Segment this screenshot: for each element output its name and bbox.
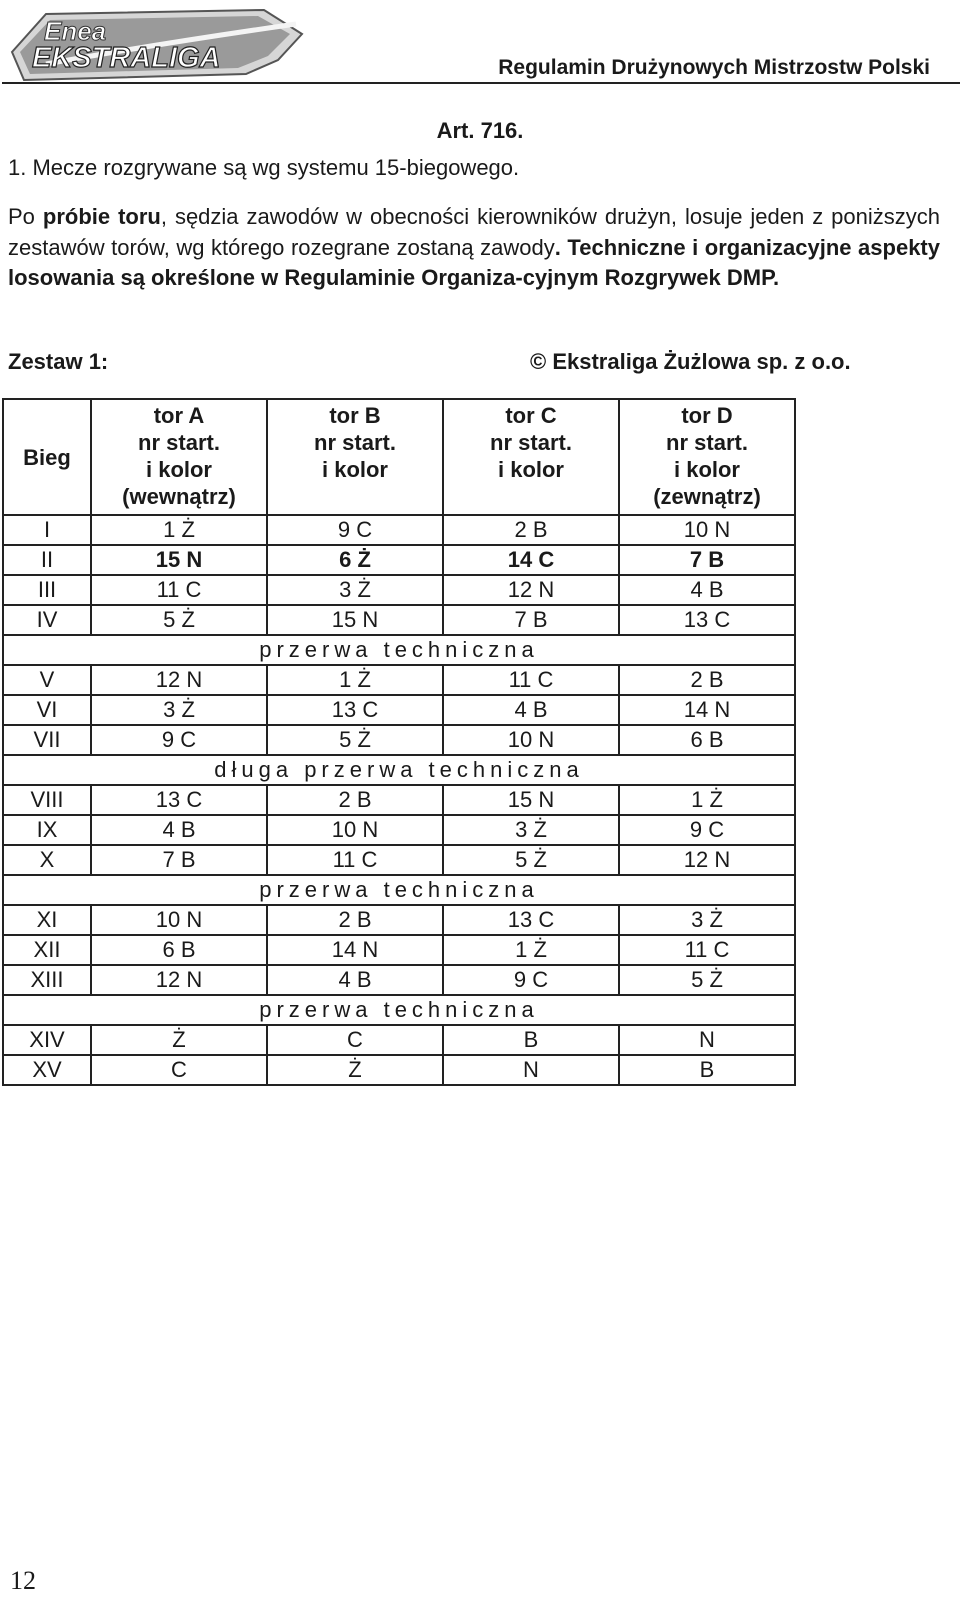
lane-b-cell: 2 B (267, 905, 443, 935)
table-row (3, 845, 795, 875)
lane-a-cell: 9 C (91, 725, 267, 755)
lane-d-cell: 14 N (619, 695, 795, 725)
lane-d-cell: 9 C (619, 815, 795, 845)
heat-number: I (3, 515, 91, 545)
table-row (3, 725, 795, 755)
lane-b-cell: 11 C (267, 845, 443, 875)
lane-d-cell: 6 B (619, 725, 795, 755)
heat-number: V (3, 665, 91, 695)
table-row (3, 695, 795, 725)
lane-a-cell: 11 C (91, 575, 267, 605)
lane-d-cell: 13 C (619, 605, 795, 635)
heat-number: XIII (3, 965, 91, 995)
document-title: Regulamin Drużynowych Mistrzostw Polski (498, 56, 930, 79)
lane-d-cell: 3 Ż (619, 905, 795, 935)
lane-d-cell: N (619, 1025, 795, 1055)
heat-number: II (3, 545, 91, 575)
technical-break: przerwa techniczna (3, 635, 795, 665)
lane-c-cell: B (443, 1025, 619, 1055)
lane-c-cell: 9 C (443, 965, 619, 995)
table-row (3, 1055, 795, 1085)
lane-b-cell: 15 N (267, 605, 443, 635)
lane-a-cell: 3 Ż (91, 695, 267, 725)
lane-b-header: tor B nr start. i kolor (267, 399, 443, 515)
table-row (3, 905, 795, 935)
lane-b-cell: C (267, 1025, 443, 1055)
logo-text-enea: Enea (44, 16, 107, 46)
heat-number: X (3, 845, 91, 875)
lane-c-cell: 12 N (443, 575, 619, 605)
table-row (3, 965, 795, 995)
heat-number: VI (3, 695, 91, 725)
lane-c-cell: 10 N (443, 725, 619, 755)
lane-d-cell: B (619, 1055, 795, 1085)
lane-d-cell: 1 Ż (619, 785, 795, 815)
heat-number: IV (3, 605, 91, 635)
table-row (3, 815, 795, 845)
lane-c-cell: 5 Ż (443, 845, 619, 875)
lane-d-cell: 4 B (619, 575, 795, 605)
article-point-1: 1. Mecze rozgrywane są wg systemu 15-biegowego. (8, 155, 520, 180)
table-row (3, 605, 795, 635)
lane-c-cell: N (443, 1055, 619, 1085)
lane-a-cell: 12 N (91, 965, 267, 995)
lane-b-cell: Ż (267, 1055, 443, 1085)
paragraph-bold-text: próbie toru (42, 204, 161, 229)
heat-number: XI (3, 905, 91, 935)
lane-a-cell: 13 C (91, 785, 267, 815)
break-row (3, 875, 795, 905)
lane-d-cell: 12 N (619, 845, 795, 875)
page-number: 12 (10, 1566, 36, 1595)
lane-d-cell: 5 Ż (619, 965, 795, 995)
lane-d-header: tor D nr start. i kolor (zewnątrz) (619, 399, 795, 515)
table-row (3, 1025, 795, 1055)
copyright-notice: © Ekstraliga Żużlowa sp. z o.o. (530, 349, 851, 374)
lane-schedule-table (2, 398, 796, 1086)
lane-a-cell: C (91, 1055, 267, 1085)
table-row (3, 785, 795, 815)
heat-number: IX (3, 815, 91, 845)
enea-ekstraliga-logo (6, 4, 306, 82)
lane-a-cell: 1 Ż (91, 515, 267, 545)
long-technical-break: długa przerwa techniczna (3, 755, 795, 785)
lane-b-cell: 4 B (267, 965, 443, 995)
lane-b-cell: 5 Ż (267, 725, 443, 755)
technical-break: przerwa techniczna (3, 995, 795, 1025)
break-row (3, 635, 795, 665)
lane-d-cell: 11 C (619, 935, 795, 965)
lane-b-cell: 9 C (267, 515, 443, 545)
lane-a-cell: 15 N (91, 545, 267, 575)
lane-d-cell: 2 B (619, 665, 795, 695)
lane-b-cell: 6 Ż (267, 545, 443, 575)
lane-c-cell: 14 C (443, 545, 619, 575)
lane-a-cell: 7 B (91, 845, 267, 875)
paragraph-bold-text: . Techniczne i organizacyjne aspekty losowania są określone w Regulaminie Organiza-cyjnym Rozgrywek DMP. (8, 234, 940, 290)
lane-c-cell: 3 Ż (443, 815, 619, 845)
lane-b-cell: 2 B (267, 785, 443, 815)
lane-a-cell: 5 Ż (91, 605, 267, 635)
heat-number: XII (3, 935, 91, 965)
lane-c-cell: 15 N (443, 785, 619, 815)
lane-b-cell: 14 N (267, 935, 443, 965)
lane-c-cell: 2 B (443, 515, 619, 545)
lane-a-cell: 4 B (91, 815, 267, 845)
heat-number: XIV (3, 1025, 91, 1055)
lane-c-cell: 13 C (443, 905, 619, 935)
lane-c-cell: 7 B (443, 605, 619, 635)
lane-a-header: tor A nr start. i kolor (wewnątrz) (91, 399, 267, 515)
heat-number: VIII (3, 785, 91, 815)
heat-number: VII (3, 725, 91, 755)
table-row (3, 575, 795, 605)
lane-c-cell: 1 Ż (443, 935, 619, 965)
heat-column-header: Bieg (3, 399, 91, 515)
logo-text-ekstraliga: EKSTRALIGA (32, 42, 221, 74)
lane-a-cell: 6 B (91, 935, 267, 965)
lane-c-header: tor C nr start. i kolor (443, 399, 619, 515)
article-title: Art. 716. (436, 118, 524, 143)
lane-a-cell: 12 N (91, 665, 267, 695)
lane-c-cell: 4 B (443, 695, 619, 725)
lane-d-cell: 7 B (619, 545, 795, 575)
paragraph-text: , sędzia zawodów w obecności kierowników drużyn, losuje jeden z poniższych zestawów torów, wg którego rozegrane zostaną zawody (8, 204, 941, 260)
heat-number: III (3, 575, 91, 605)
technical-break: przerwa techniczna (3, 875, 795, 905)
table-row (3, 515, 795, 545)
article-paragraph (8, 202, 940, 294)
lane-c-cell: 11 C (443, 665, 619, 695)
paragraph-text: Po (8, 204, 43, 229)
lane-b-cell: 10 N (267, 815, 443, 845)
header-divider (2, 82, 960, 84)
table-row (3, 545, 795, 575)
lane-b-cell: 13 C (267, 695, 443, 725)
break-row (3, 755, 795, 785)
lane-a-cell: Ż (91, 1025, 267, 1055)
lane-b-cell: 3 Ż (267, 575, 443, 605)
heat-number: XV (3, 1055, 91, 1085)
lane-a-cell: 10 N (91, 905, 267, 935)
table-header-row (3, 399, 795, 515)
lane-d-cell: 10 N (619, 515, 795, 545)
table-row (3, 665, 795, 695)
lane-b-cell: 1 Ż (267, 665, 443, 695)
set-label: Zestaw 1: (8, 349, 109, 374)
table-row (3, 935, 795, 965)
break-row (3, 995, 795, 1025)
